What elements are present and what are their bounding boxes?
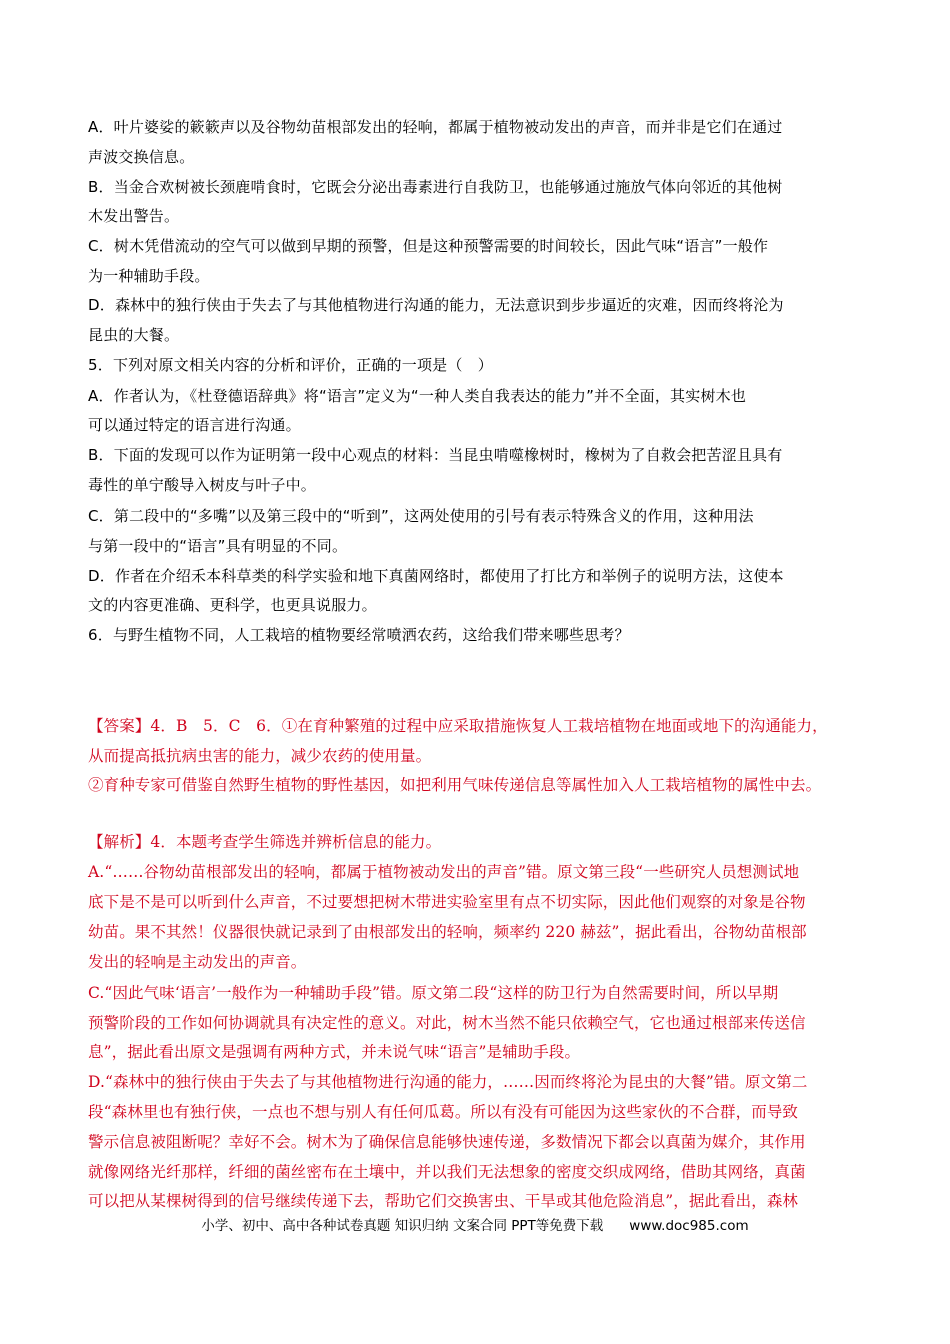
question-5b-line-1: B．下面的发现可以作为证明第一段中心观点的材料：当昆虫啃噬橡树时，橡树为了自救会把苦涩且具有 xyxy=(88,446,783,464)
question-4d-line-2: 昆虫的大餐。 xyxy=(88,326,180,344)
analysis-line-c3: 息”，据此看出原文是强调有两种方式，并未说气味“语言”是辅助手段。 xyxy=(88,1043,581,1061)
question-4c-line-1: C．树木凭借流动的空气可以做到早期的预警，但是这种预警需要的时间较长，因此气味“语言”一般作 xyxy=(88,237,769,255)
analysis-line-a3: 幼苗。果不其然！仪器很快就记录到了由根部发出的轻响，频率约 220 赫兹”，据此看出，谷物幼苗根部 xyxy=(88,923,807,941)
analysis-line-d3: 警示信息被阻断呢？幸好不会。树木为了确保信息能够快速传递，多数情况下都会以真菌为媒介，其作用 xyxy=(88,1133,806,1151)
analysis-line-c2: 预警阶段的工作如何协调就具有决定性的意义。对此，树木当然不能只依赖空气，它也通过根部来传送信 xyxy=(88,1014,806,1032)
analysis-line-d1: D.“森林中的独行侠由于失去了与其他植物进行沟通的能力，……因而终将沦为昆虫的大餐”错。原文第二 xyxy=(88,1073,808,1091)
page-footer xyxy=(0,1214,950,1234)
footer-text: 小学、初中、高中各种试卷真题 知识归纳 文案合同 PPT等免费下载 xyxy=(201,1218,604,1234)
question-5c-line-1: C．第二段中的“多嘴”以及第三段中的“听到”，这两处使用的引号有表示特殊含义的作用，这种用法 xyxy=(88,507,754,525)
question-5d-line-2: 文的内容更准确、更科学，也更具说服力。 xyxy=(88,596,377,614)
analysis-line-d4: 就像网络光纤那样，纤细的菌丝密布在土壤中，并以我们无法想象的密度交织成网络，借助其网络，真菌 xyxy=(88,1163,806,1181)
question-4b-line-1: B．当金合欢树被长颈鹿啃食时，它既会分泌出毒素进行自我防卫，也能够通过施放气体向邻近的其他树 xyxy=(88,178,783,196)
analysis-line-a4: 发出的轻响是主动发出的声音。 xyxy=(88,953,307,971)
question-4a-line-2: 声波交换信息。 xyxy=(88,148,195,166)
analysis-line-a1: A.“……谷物幼苗根部发出的轻响，都属于植物被动发出的声音”错。原文第三段“一些研究人员想测试地 xyxy=(88,863,800,881)
question-5c-line-2: 与第一段中的“语言”具有明显的不同。 xyxy=(88,537,348,555)
question-4d-line-1: D．森林中的独行侠由于失去了与其他植物进行沟通的能力，无法意识到步步逼近的灾难，因而终将沦为 xyxy=(88,296,784,314)
analysis-line-c1: C.“因此气味‘语言’一般作为一种辅助手段”错。原文第二段“这样的防卫行为自然需要时间，所以早期 xyxy=(88,984,779,1002)
question-6-stem: 6．与野生植物不同，人工栽培的植物要经常喷洒农药，这给我们带来哪些思考？ xyxy=(88,626,630,644)
analysis-line-d5: 可以把从某棵树得到的信号继续传递下去，帮助它们交换害虫、干旱或其他危险消息”，据此看出，森林 xyxy=(88,1192,799,1210)
analysis-heading: 【解析】4．本题考查学生筛选并辨析信息的能力。 xyxy=(88,833,442,851)
answer-line-2: 从而提高抵抗病虫害的能力，减少农药的使用量。 xyxy=(88,747,432,765)
analysis-line-d2: 段“森林里也有独行侠，一点也不想与别人有任何瓜葛。所以有没有可能因为这些家伙的不合群，而导致 xyxy=(88,1103,799,1121)
question-5b-line-2: 毒性的单宁酸导入树皮与叶子中。 xyxy=(88,476,317,494)
question-4c-line-2: 为一种辅助手段。 xyxy=(88,267,210,285)
question-5d-line-1: D．作者在介绍禾本科草类的科学实验和地下真菌网络时，都使用了打比方和举例子的说明方法，这使本 xyxy=(88,567,784,585)
question-4b-line-2: 木发出警告。 xyxy=(88,207,180,225)
question-4a-line-1: A．叶片婆娑的簌簌声以及谷物幼苗根部发出的轻响，都属于植物被动发出的声音，而并非是它们在通过 xyxy=(88,118,783,136)
answer-line-1: 【答案】4．B 5．C 6．①在育种繁殖的过程中应采取措施恢复人工栽培植物在地面或地下的沟通能力， xyxy=(88,717,828,735)
answer-line-3: ②育种专家可借鉴自然野生植物的野性基因，如把利用气味传递信息等属性加入人工栽培植物的属性中去。 xyxy=(88,776,822,794)
question-5a-line-1: A．作者认为，《杜登德语辞典》将“语言”定义为“一种人类自我表达的能力”并不全面，其实树木也 xyxy=(88,387,747,405)
analysis-line-a2: 底下是不是可以听到什么声音，不过要想把树木带进实验室里有点不切实际，因此他们观察的对象是谷物 xyxy=(88,893,806,911)
question-5a-line-2: 可以通过特定的语言进行沟通。 xyxy=(88,416,301,434)
question-5-stem: 5．下列对原文相关内容的分析和评价，正确的一项是（ ） xyxy=(88,356,493,374)
footer-url[interactable]: www.doc985.com xyxy=(629,1218,749,1234)
